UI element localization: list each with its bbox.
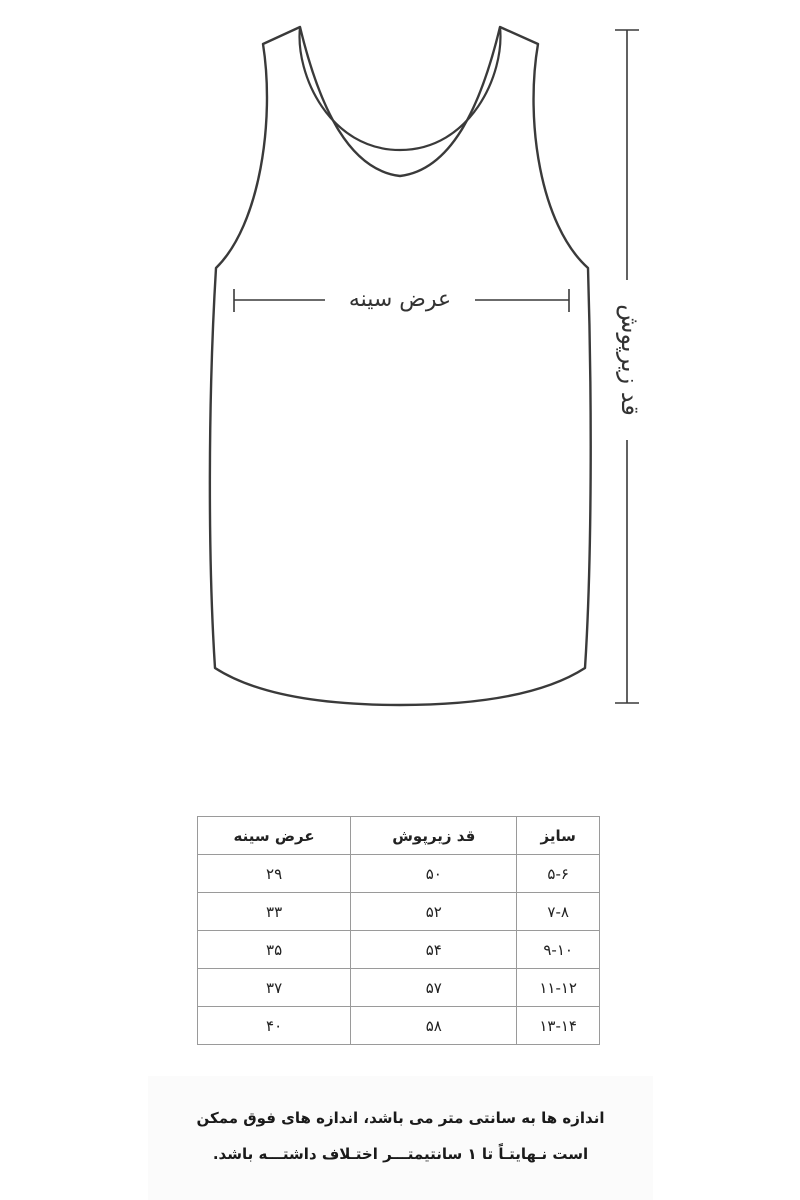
header-size: سایز (517, 817, 600, 855)
table-row (198, 1007, 600, 1045)
cell-length: ۵۸ (351, 1007, 517, 1045)
cell-chest: ۲۹ (198, 855, 351, 893)
cell-chest: ۳۳ (198, 893, 351, 931)
cell-size: ۱۱-۱۲ (517, 969, 600, 1007)
cell-size: ۹-۱۰ (517, 931, 600, 969)
garment-length-label: قد زیرپوش (610, 280, 650, 440)
header-chest: عرض سینه (198, 817, 351, 855)
header-length: قد زیرپوش (351, 817, 517, 855)
table-row (198, 855, 600, 893)
cell-size: ۷-۸ (517, 893, 600, 931)
cell-chest: ۳۵ (198, 931, 351, 969)
cell-size: ۵-۶ (517, 855, 600, 893)
cell-size: ۱۳-۱۴ (517, 1007, 600, 1045)
size-table (197, 816, 600, 1045)
cell-length: ۵۲ (351, 893, 517, 931)
table-header-row (198, 817, 600, 855)
cell-length: ۵۰ (351, 855, 517, 893)
tank-top-neckline (300, 27, 501, 150)
cell-length: ۵۷ (351, 969, 517, 1007)
measurement-note (148, 1100, 653, 1172)
cell-length: ۵۴ (351, 931, 517, 969)
chest-width-label: عرض سینه (325, 282, 475, 318)
cell-chest: ۳۷ (198, 969, 351, 1007)
tank-top-outline (210, 27, 591, 705)
table-row (198, 969, 600, 1007)
table-row (198, 931, 600, 969)
note-line-1: اندازه ها به سانتی متر می باشد، اندازه های فوق ممکن (196, 1109, 605, 1127)
note-line-2: است نـهایتـاً تا ۱ سانتیمتـــر اختـلاف داشتـــه باشد. (212, 1145, 589, 1163)
cell-chest: ۴۰ (198, 1007, 351, 1045)
table-row (198, 893, 600, 931)
